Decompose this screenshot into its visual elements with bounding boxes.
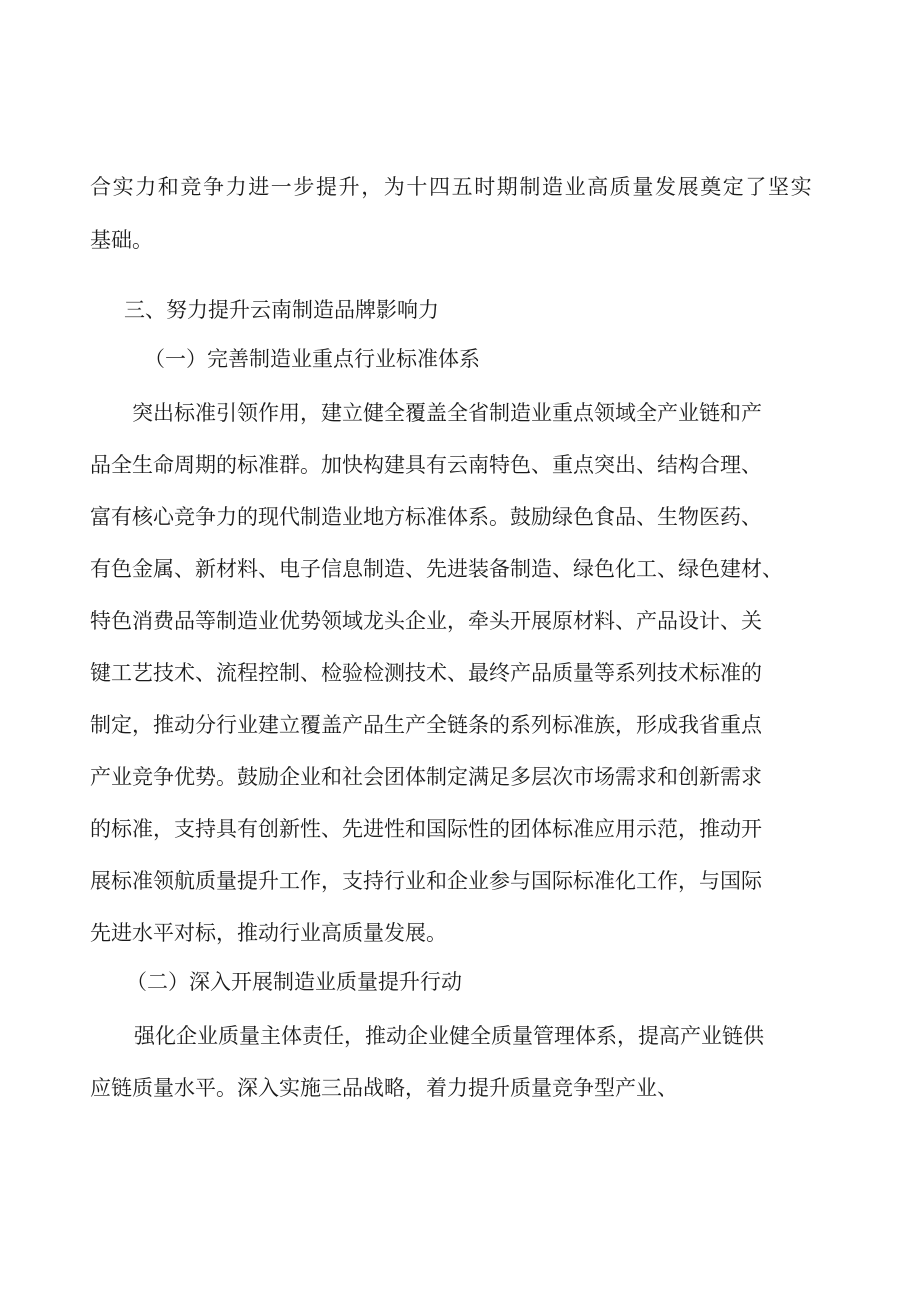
- body-text-line: 产业竞争优势。鼓励企业和社会团体制定满足多层次市场需求和创新需求: [90, 765, 762, 789]
- body-text-line: 特色消费品等制造业优势领域龙头企业，牵头开展原材料、产品设计、关: [90, 609, 762, 633]
- body-text-line: 先进水平对标，推动行业高质量发展。: [90, 921, 447, 945]
- subsection-heading: （二）深入开展制造业质量提升行动: [126, 970, 462, 994]
- body-text-line: 应链质量水平。深入实施三品战略，着力提升质量竞争型产业、: [90, 1076, 678, 1100]
- body-text-line: 的标准，支持具有创新性、先进性和国际性的团体标准应用示范，推动开: [90, 817, 762, 841]
- body-text-line: 展标准领航质量提升工作，支持行业和企业参与国际标准化工作，与国际: [90, 869, 762, 893]
- body-text-line: 基础。: [90, 228, 153, 252]
- subsection-heading: （一）完善制造业重点行业标准体系: [144, 347, 480, 371]
- paragraph-first-line: 突出标准引领作用，建立健全覆盖全省制造业重点领域全产业链和产: [132, 401, 762, 425]
- body-text-line: 富有核心竞争力的现代制造业地方标准体系。鼓励绿色食品、生物医药、: [90, 505, 762, 529]
- section-heading: 三、努力提升云南制造品牌影响力: [124, 298, 439, 322]
- body-text-line: 有色金属、新材料、电子信息制造、先进装备制造、绿色化工、绿色建材、: [90, 557, 783, 581]
- body-text-line: 合实力和竞争力进一步提升，为十四五时期制造业高质量发展奠定了坚实: [90, 175, 814, 199]
- body-text-line: 品全生命周期的标准群。加快构建具有云南特色、重点突出、结构合理、: [90, 453, 762, 477]
- body-text-line: 制定，推动分行业建立覆盖产品生产全链条的系列标准族，形成我省重点: [90, 713, 762, 737]
- paragraph-first-line: 强化企业质量主体责任，推动企业健全质量管理体系，提高产业链供: [134, 1024, 764, 1048]
- body-text-line: 键工艺技术、流程控制、检验检测技术、最终产品质量等系列技术标准的: [90, 661, 762, 685]
